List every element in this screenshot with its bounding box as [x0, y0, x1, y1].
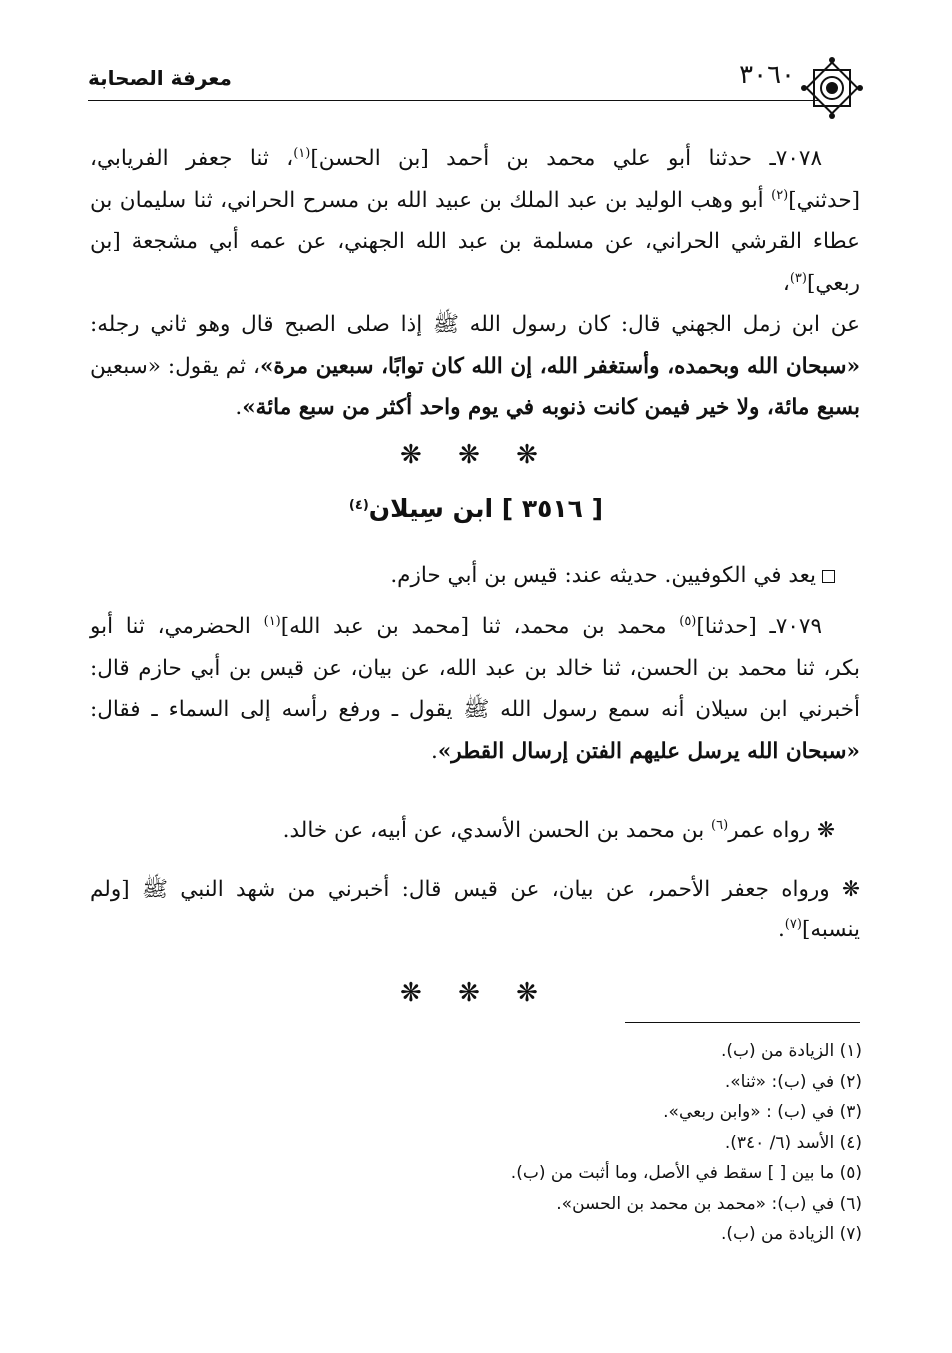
chapter-heading — [0, 494, 952, 523]
hadith-text: الحضرمي، ثنا أبو — [90, 614, 264, 639]
hadith-line — [90, 606, 860, 648]
footnote-item: (٥) ما بين [ ] سقط في الأصل، وما أثبت من (ب). — [510, 1163, 862, 1183]
footnote-mark: (١) — [263, 614, 281, 630]
hadith-line — [90, 138, 860, 180]
square-bullet-icon — [822, 570, 835, 583]
book-title: معرفة الصحابة — [88, 66, 232, 90]
narration-note — [90, 811, 835, 851]
prophetic-text: «سبحان الله وبحمده، وأستغفر الله، إن الله كان توابًا، سبعين مرة» — [259, 353, 861, 379]
hadith-text: ٧٠٧٨ـ حدثنا أبو علي محمد بن أحمد [بن الحسن] — [310, 146, 822, 171]
note-text: ❋ رواه عمر — [728, 818, 835, 843]
footnote-item: (٢) في (ب): «ثنا». — [724, 1071, 862, 1092]
footnote-item: (١) الزيادة من (ب). — [720, 1041, 862, 1061]
footnote-item: (٣) في (ب) : «وابن ربعي». — [663, 1102, 862, 1122]
footnote-mark: (٤) — [348, 498, 369, 514]
note-text: بن محمد بن الحسن الأسدي، عن أبيه، عن خالد. — [282, 818, 712, 843]
prophetic-text: بسبع مائة، ولا خير فيمن كانت ذنوبه في يوم واحد أكثر من سبع مائة» — [242, 395, 860, 420]
hadith-7078 — [90, 138, 860, 429]
prophetic-text: «سبحان الله يرسل عليهم الفتن إرسال القطر» — [437, 738, 860, 764]
hadith-text: محمد بن محمد، ثنا [محمد بن عبد الله] — [280, 614, 680, 639]
section-separator: ❋ ❋ ❋ — [400, 440, 552, 470]
hadith-7079 — [90, 606, 860, 772]
hadith-text: . — [235, 395, 243, 420]
note-text: ينسبه] — [801, 917, 860, 942]
hadith-text: . — [430, 738, 438, 764]
narration-note — [90, 870, 860, 950]
hadith-text: ، — [782, 270, 790, 296]
chapter-title: [ ٣٥١٦ ] ابن سِيلان — [368, 494, 604, 523]
header-rule — [88, 100, 818, 101]
hadith-text: عطاء القرشي الحراني، عن مسلمة بن عبد الله الجهني، عن عمه أبي مشجعة [بن ربعي] — [90, 229, 860, 296]
hadith-line — [90, 731, 860, 773]
hadith-line — [90, 180, 860, 222]
hadith-text: أبو وهب الوليد بن عبد الملك بن عبيد الله بن مسرح الحراني، ثنا سليمان بن — [90, 187, 772, 213]
hadith-line: بكر، ثنا محمد بن الحسن، ثنا خالد بن عبد الله، عن بيان، عن قيس بن أبي حازم قال: — [90, 655, 860, 681]
hadith-text: [حدثني] — [788, 187, 860, 213]
chapter-intro — [90, 556, 835, 596]
star-ornament-icon — [800, 56, 864, 120]
page-number: ٣٠٦٠ — [739, 60, 795, 90]
footnote-mark: (٦) — [711, 818, 729, 834]
hadith-text: ، ثم يقول: «سبعين — [90, 353, 260, 379]
footnote-mark: (٥) — [679, 614, 697, 630]
footnote-item: (٧) الزيادة من (ب). — [720, 1224, 862, 1244]
note-text: ❋ ورواه جعفر الأحمر، عن بيان، عن قيس قال: أخبرني من شهد النبي ﷺ [ولم — [90, 877, 860, 902]
footnote-mark: (١) — [293, 146, 311, 162]
hadith-line — [90, 221, 860, 304]
hadith-line: أخبرني ابن سيلان أنه سمع رسول الله ﷺ يقول ـ ورفع رأسه إلى السماء ـ فقال: — [90, 697, 860, 722]
footnote-mark: (٢) — [771, 187, 789, 203]
hadith-line — [90, 387, 860, 429]
hadith-text: ، ثنا جعفر الفريابي، — [90, 146, 294, 171]
note-line-2 — [90, 910, 860, 950]
section-separator: ❋ ❋ ❋ — [400, 978, 552, 1008]
footnote-mark: (٧) — [784, 917, 802, 933]
footnote-rule — [625, 1022, 860, 1023]
footnote-mark: (٣) — [789, 270, 807, 286]
footnote-item: (٤) الأسد (٦/ ٣٤٠). — [724, 1132, 862, 1153]
hadith-line: عن ابن زمل الجهني قال: كان رسول الله ﷺ إذا صلى الصبح قال وهو ثاني رجله: — [90, 312, 860, 337]
note-text: . — [777, 917, 785, 942]
footnote-item: (٦) في (ب): «محمد بن محمد بن الحسن». — [556, 1193, 862, 1214]
footnotes-list — [360, 1036, 862, 1250]
hadith-text: ٧٠٧٩ـ [حدثنا] — [696, 614, 822, 639]
intro-text: يعد في الكوفيين. حديثه عند: قيس بن أبي حازم. — [390, 563, 816, 588]
hadith-line — [90, 346, 860, 388]
